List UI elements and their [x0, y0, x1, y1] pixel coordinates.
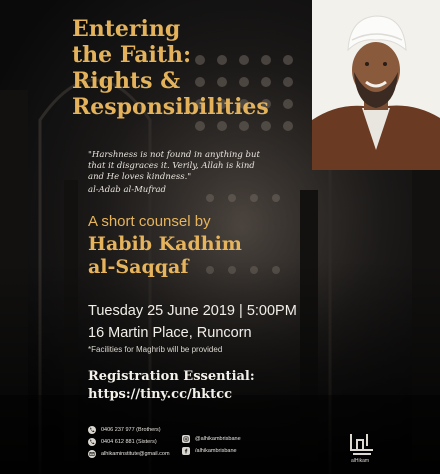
social-facebook[interactable] [182, 446, 241, 456]
title-line-2: the Faith: [72, 42, 192, 68]
email-icon [88, 450, 96, 458]
instagram-icon [182, 435, 190, 443]
speaker-photo [312, 0, 440, 170]
event-note: *Facilities for Maghrib will be provided [88, 345, 223, 354]
event-subtitle: A short counsel by [88, 213, 211, 230]
contact-text: 0406 237 977 (Brothers) [101, 427, 161, 433]
title-line-4: Responsibilities [72, 94, 269, 120]
contact-list [88, 425, 170, 461]
speaker-name [88, 233, 242, 279]
registration-label: Registration Essential: [88, 369, 255, 384]
logo-text: alHikam [351, 458, 370, 464]
contact-email[interactable] [88, 449, 170, 459]
alhikam-logo-icon [349, 430, 375, 456]
contact-brothers[interactable] [88, 425, 170, 435]
social-text: @alhikambrisbane [195, 436, 241, 442]
phone-icon [88, 438, 96, 446]
event-venue: 16 Martin Place, Runcorn [88, 325, 252, 341]
speaker-name-line-2: al-Saqqaf [88, 256, 189, 278]
hadith-quote: "Harshness is not found in anything but that it disgraces it. Verily, Allah is kind and He loves kindness." [88, 150, 260, 182]
quote-source: al-Adab al-Mufrad [88, 185, 167, 195]
contact-text: alhikaminstitute@gmail.com [101, 451, 170, 457]
contact-text: 0404 612 881 (Sisters) [101, 439, 157, 445]
contact-sisters[interactable] [88, 437, 170, 447]
social-text: /alhikambrisbane [195, 448, 237, 454]
registration-url[interactable]: https://tiny.cc/hktcc [88, 387, 233, 402]
social-instagram[interactable] [182, 434, 241, 444]
title-line-1: Entering [72, 16, 181, 42]
poster-title [72, 16, 312, 120]
title-line-3: Rights & [72, 68, 181, 94]
event-date: Tuesday 25 June 2019 | 5:00PM [88, 303, 297, 319]
speaker-name-line-1: Habib Kadhim [88, 233, 242, 255]
social-list [182, 434, 241, 458]
phone-icon [88, 426, 96, 434]
facebook-icon [182, 447, 190, 455]
